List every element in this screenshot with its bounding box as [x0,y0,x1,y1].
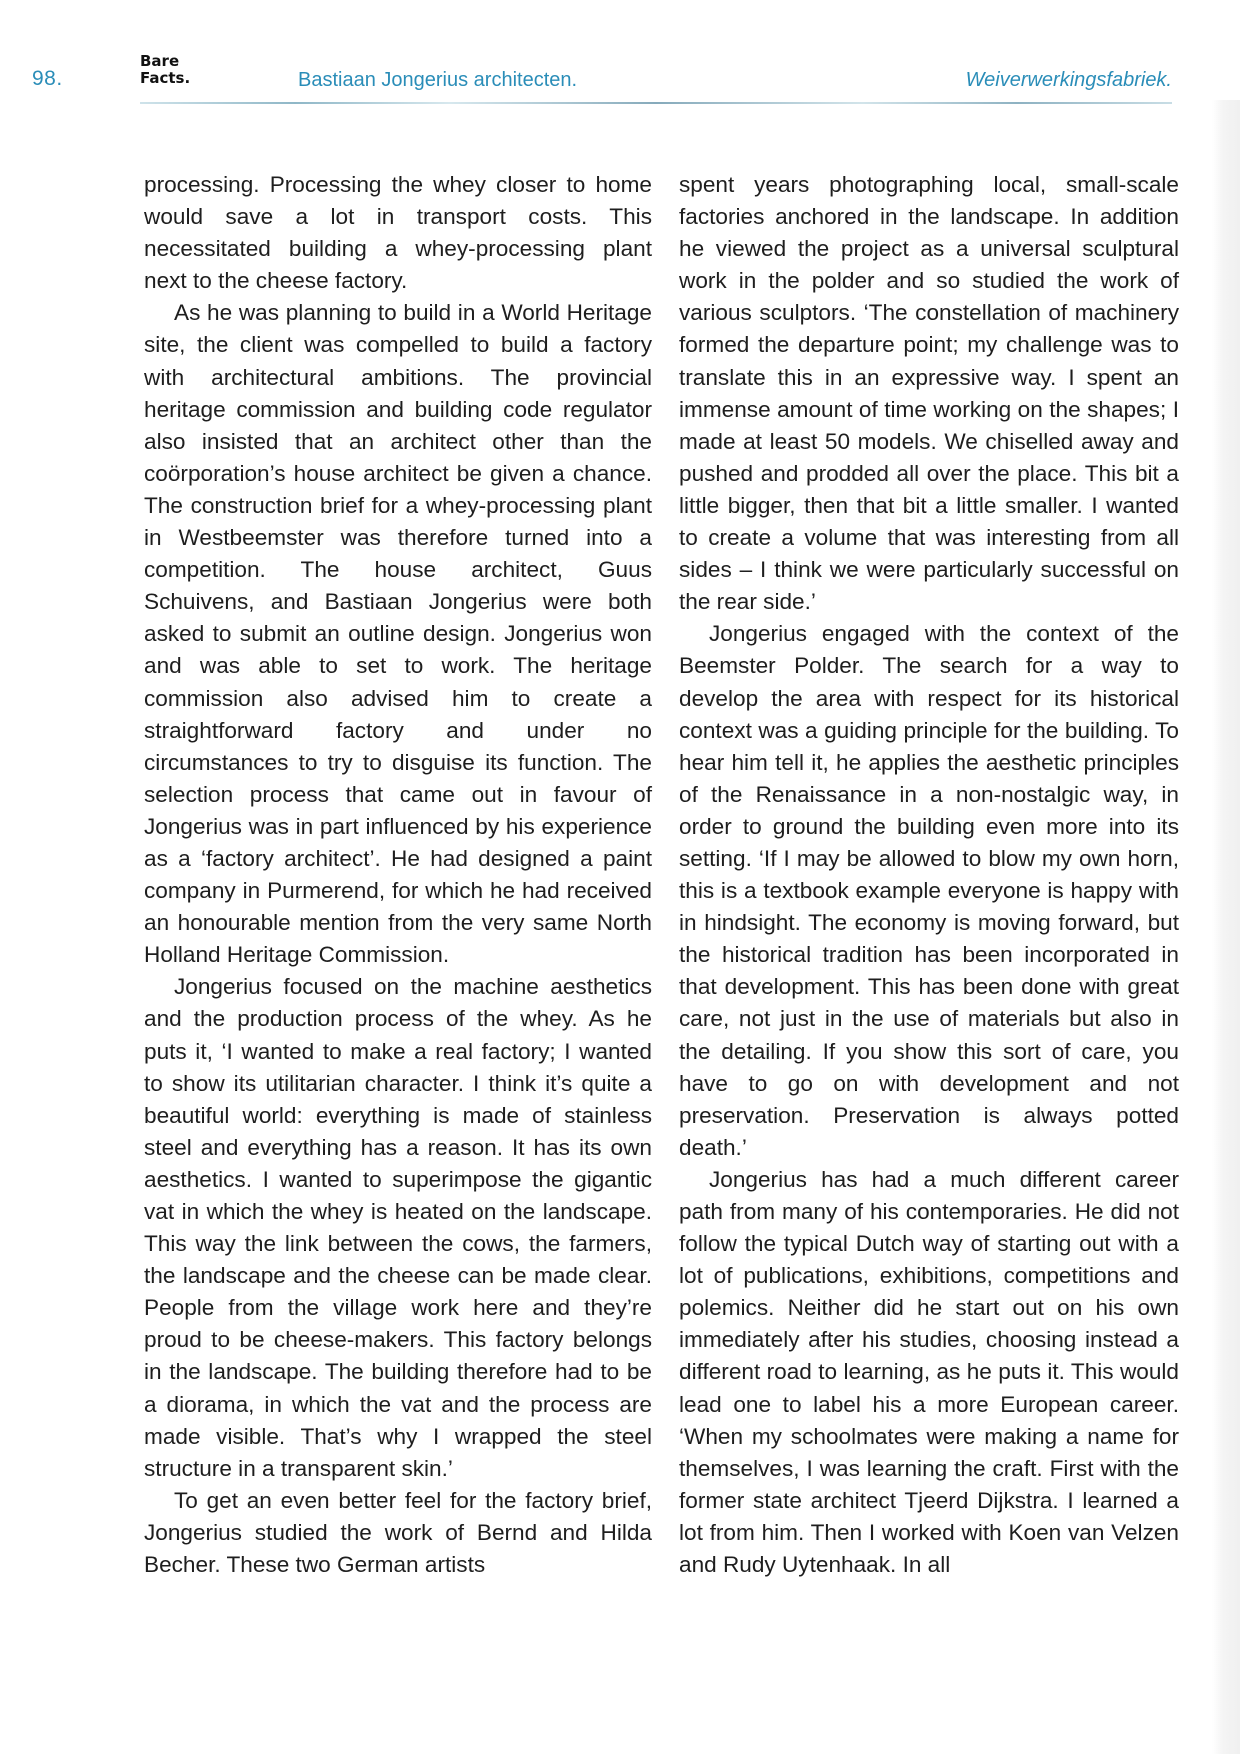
paragraph: spent years photographing local, small-scale factories anchored in the landscape. In addition he viewed the project as a universal sculptural work in the polder and so studied the work of various sculptors. ‘The constellation of machinery formed the departure point; my challenge was to translate this in an expressive way. I spent an immense amount of time working on the shapes; I made at least 50 models. We chiselled away and pushed and prodded all over the place. This bit a little bigger, then that bit a little smaller. I wanted to create a volume that was interesting from all sides – I think we were particularly successful on the rear side.’ [679,172,1179,615]
paragraph: processing. Processing the whey closer to home would save a lot in transport costs. This necessitated building a whey-processing plant next to the cheese factory. [144,172,652,294]
page-number: 98. [32,67,63,90]
right-text-column [679,169,1179,1581]
series-name-line-2: Facts. [140,69,191,87]
left-text-column [144,169,652,1581]
series-name [140,53,190,87]
page-edge-shadow [1212,100,1240,1754]
running-header [0,0,1240,110]
paragraph: Jongerius engaged with the context of the Beemster Polder. The search for a way to develop the area with respect for its historical context was a guiding principle for the building. To hear him tell it, he applies the aesthetic principles of the Renaissance in a non-nostalgic way, in order to ground the building even more into its setting. ‘If I may be allowed to blow my own horn, this is a textbook example everyone is happy with in hindsight. The economy is moving forward, but the historical tradition has been incorporated in that development. This has been done with great care, not just in the use of materials but also in the detailing. If you show this sort of care, you have to go on with development and not preservation. Preservation is always potted death.’ [679,621,1179,1160]
paragraph: To get an even better feel for the factory brief, Jongerius studied the work of Bernd and Hilda Becher. These two German artists [144,1487,652,1578]
series-name-line-1: Bare [140,52,180,70]
project-name: Weiverwerkingsfabriek. [965,69,1172,91]
architect-name: Bastiaan Jongerius architecten. [298,69,578,91]
paragraph: Jongerius has had a much different career path from many of his contemporaries. He did not follow the typical Dutch way of starting out with a lot of publications, exhibitions, competitions and polemics. Neither did he start out on his own immediately after his studies, choosing instead a different road to learning, as he puts it. This would lead one to label his a more European career. ‘When my schoolmates were making a name for themselves, I was learning the craft. First with the former state architect Tjeerd Dijkstra. I learned a lot from him. Then I worked with Koen van Velzen and Rudy Uytenhaak. In all [679,1166,1179,1578]
paragraph: Jongerius focused on the machine aesthetics and the production process of the whey. As he puts it, ‘I wanted to make a real factory; I wanted to show its utilitarian character. I think it’s quite a beautiful world: everything is made of stainless steel and everything has a reason. It has its own aesthetics. I wanted to superimpose the gigantic vat in which the whey is heated on the landscape. This way the link between the cows, the farmers, the landscape and the cheese can be made clear. People from the village work here and they’re proud to be cheese-makers. This factory belongs in the landscape. The building therefore had to be a diorama, in which the vat and the process are made visible. That’s why I wrapped the steel structure in a transparent skin.’ [144,974,652,1481]
paragraph: As he was planning to build in a World Heritage site, the client was compelled to build a factory with architectural ambitions. The provincial heritage commission and building code regulator also insisted that an architect other than the coörporation’s house architect be given a chance. The construction brief for a whey-processing plant in Westbeemster was therefore turned into a competition. The house architect, Guus Schuivens, and Bastiaan Jongerius were both asked to submit an outline design. Jongerius won and was able to set to work. The heritage commission also advised him to create a straightforward factory and under no circumstances to try to disguise its function. The selection process that came out in favour of Jongerius was in part influenced by his experience as a ‘factory architect’. He had designed a paint company in Purmerend, for which he had received an honourable mention from the very same North Holland Heritage Commission. [144,300,652,968]
header-divider [140,102,1172,104]
